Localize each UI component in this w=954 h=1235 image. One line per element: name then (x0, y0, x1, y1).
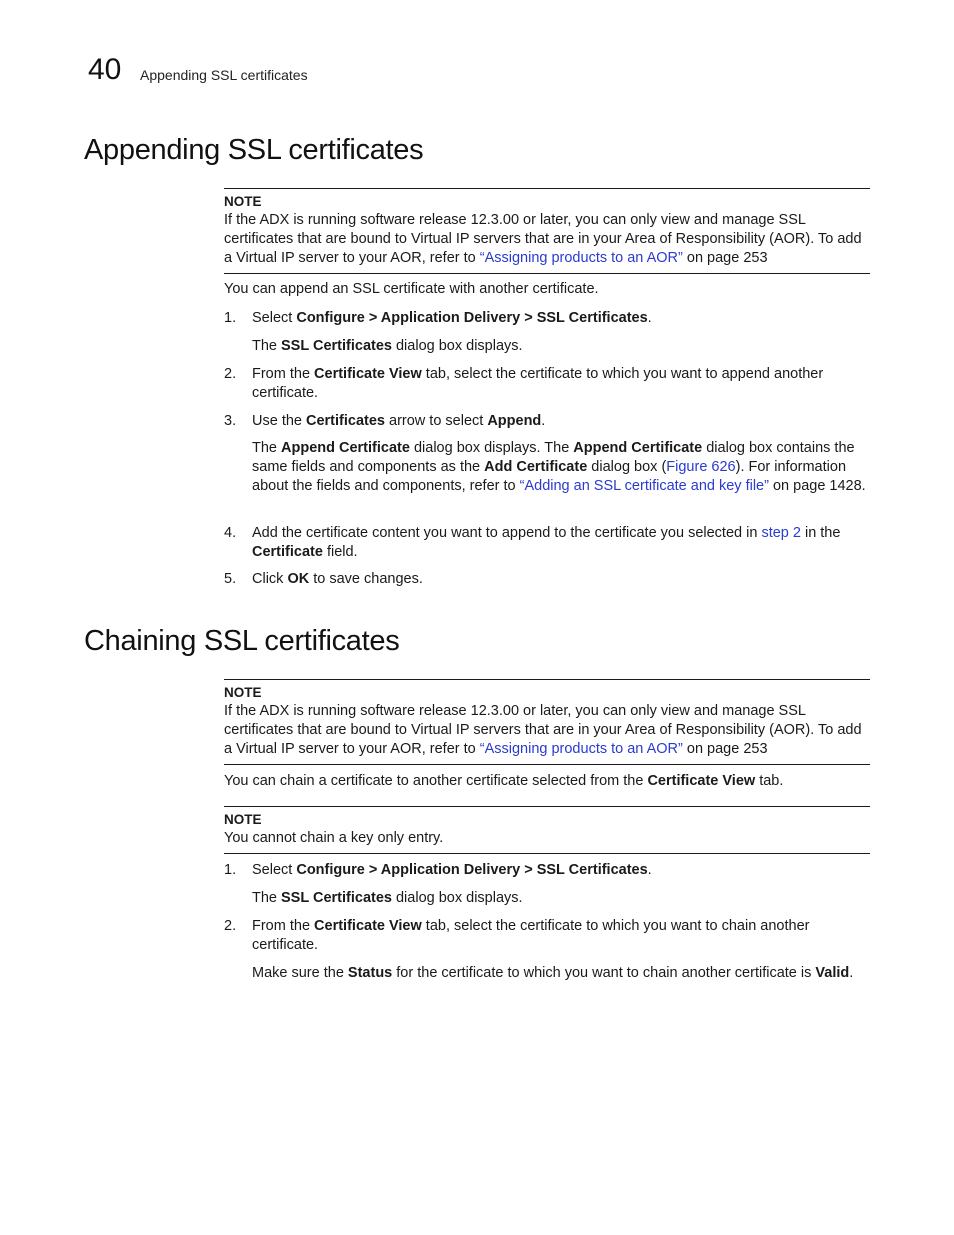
note-label: NOTE (224, 812, 262, 827)
step-note: The Append Certificate dialog box displays. The Append Certificate dialog box contains the same fields and components as the Add Certificate dialog box (Figure 626). For information about the fields and components, refer to “Adding an SSL certificate and key file” on page 1428. (252, 440, 866, 494)
aor-link[interactable]: “Assigning products to an AOR” (479, 741, 683, 757)
section-title-chaining: Chaining SSL certificates (84, 625, 400, 657)
figure-link[interactable]: Figure 626 (666, 459, 736, 475)
step-note: The SSL Certificates dialog box displays. (252, 338, 523, 354)
intro-text: You can chain a certificate to another certificate selected from the Certificate View tab. (224, 773, 784, 789)
step-note: Make sure the Status for the certificate to which you want to chain another certificate is Valid. (252, 965, 854, 981)
note-box (224, 679, 870, 765)
intro-text: You can append an SSL certificate with another certificate. (224, 281, 599, 297)
step-note: The SSL Certificates dialog box displays. (252, 890, 523, 906)
step-link[interactable]: step 2 (761, 525, 801, 541)
note-text: If the ADX is running software release 12.3.00 or later, you can only view and manage SSL certificates that are bound to Virtual IP servers that are in your Area of Responsibility (AOR). To add a Virtual IP server to your AOR, refer to “Assigning products to an AOR” on page 253 (224, 703, 862, 757)
section-title-appending: Appending SSL certificates (84, 134, 424, 166)
aor-link[interactable]: “Assigning products to an AOR” (479, 250, 683, 266)
note-text: If the ADX is running software release 12.3.00 or later, you can only view and manage SSL certificates that are bound to Virtual IP servers that are in your Area of Responsibility (AOR). To add a Virtual IP server to your AOR, refer to “Assigning products to an AOR” on page 253 (224, 212, 862, 266)
chapter-number: 40 (88, 53, 122, 86)
note-label: NOTE (224, 194, 262, 209)
running-title: Appending SSL certificates (140, 67, 308, 83)
note-label: NOTE (224, 685, 262, 700)
note-box (224, 188, 870, 274)
ssl-cert-link[interactable]: “Adding an SSL certificate and key file” (519, 478, 769, 494)
note-box (224, 806, 870, 854)
note-text: You cannot chain a key only entry. (224, 830, 444, 846)
